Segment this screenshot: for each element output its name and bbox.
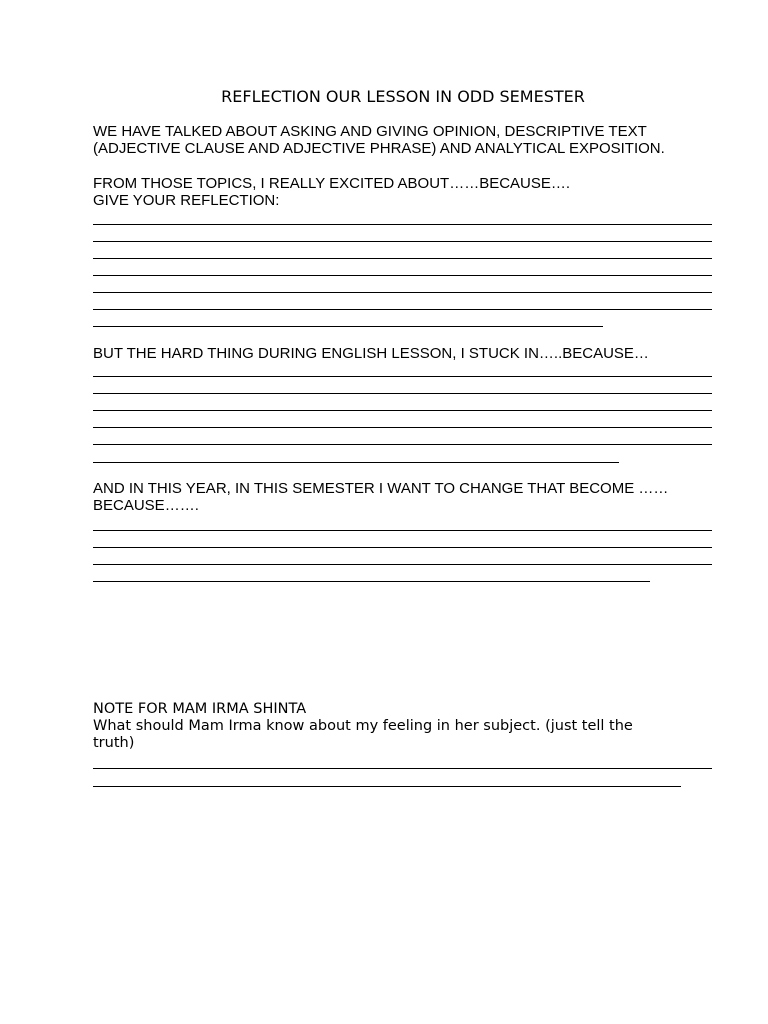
section2-prompt [93,345,713,362]
section1-prompt [93,175,713,209]
answer-line-s2-4[interactable] [93,427,712,428]
note-heading: NOTE FOR MAM IRMA SHINTA [93,701,307,717]
note-block [93,701,713,752]
document-title: REFLECTION OUR LESSON IN ODD SEMESTER [221,87,585,106]
section2-prompt-line-1: BUT THE HARD THING DURING ENGLISH LESSON, I STUCK IN…..BECAUSE… [93,345,649,362]
section3-prompt [93,480,713,514]
answer-line-s1-4[interactable] [93,275,712,276]
section1-prompt-line-1: FROM THOSE TOPICS, I REALLY EXCITED ABOUT……BECAUSE…. [93,175,571,192]
section3-prompt-line-1: AND IN THIS YEAR, IN THIS SEMESTER I WANT TO CHANGE THAT BECOME …… [93,480,669,497]
answer-line-s2-6[interactable] [93,462,619,463]
answer-line-note-2[interactable] [93,786,681,787]
answer-line-s1-2[interactable] [93,241,712,242]
note-question-line-2: truth) [93,735,135,751]
section1-prompt-line-2: GIVE YOUR REFLECTION: [93,192,280,209]
answer-line-s1-6[interactable] [93,309,712,310]
intro-line-2: (ADJECTIVE CLAUSE AND ADJECTIVE PHRASE) AND ANALYTICAL EXPOSITION. [93,140,665,157]
note-question-line-1: What should Mam Irma know about my feeling in her subject. (just tell the [93,718,633,734]
answer-line-s1-7[interactable] [93,326,603,327]
answer-line-s1-3[interactable] [93,258,712,259]
answer-line-s3-4[interactable] [93,581,650,582]
answer-line-s3-3[interactable] [93,564,712,565]
answer-line-s1-1[interactable] [93,224,712,225]
answer-line-note-1[interactable] [93,768,712,769]
answer-line-s2-1[interactable] [93,376,712,377]
answer-line-s3-1[interactable] [93,530,712,531]
intro-line-1: WE HAVE TALKED ABOUT ASKING AND GIVING OPINION, DESCRIPTIVE TEXT [93,123,647,140]
answer-line-s1-5[interactable] [93,292,712,293]
section3-prompt-line-2: BECAUSE……. [93,497,199,514]
answer-line-s2-2[interactable] [93,393,712,394]
answer-line-s3-2[interactable] [93,547,712,548]
answer-line-s2-5[interactable] [93,444,712,445]
answer-line-s2-3[interactable] [93,410,712,411]
intro-paragraph [93,123,713,157]
